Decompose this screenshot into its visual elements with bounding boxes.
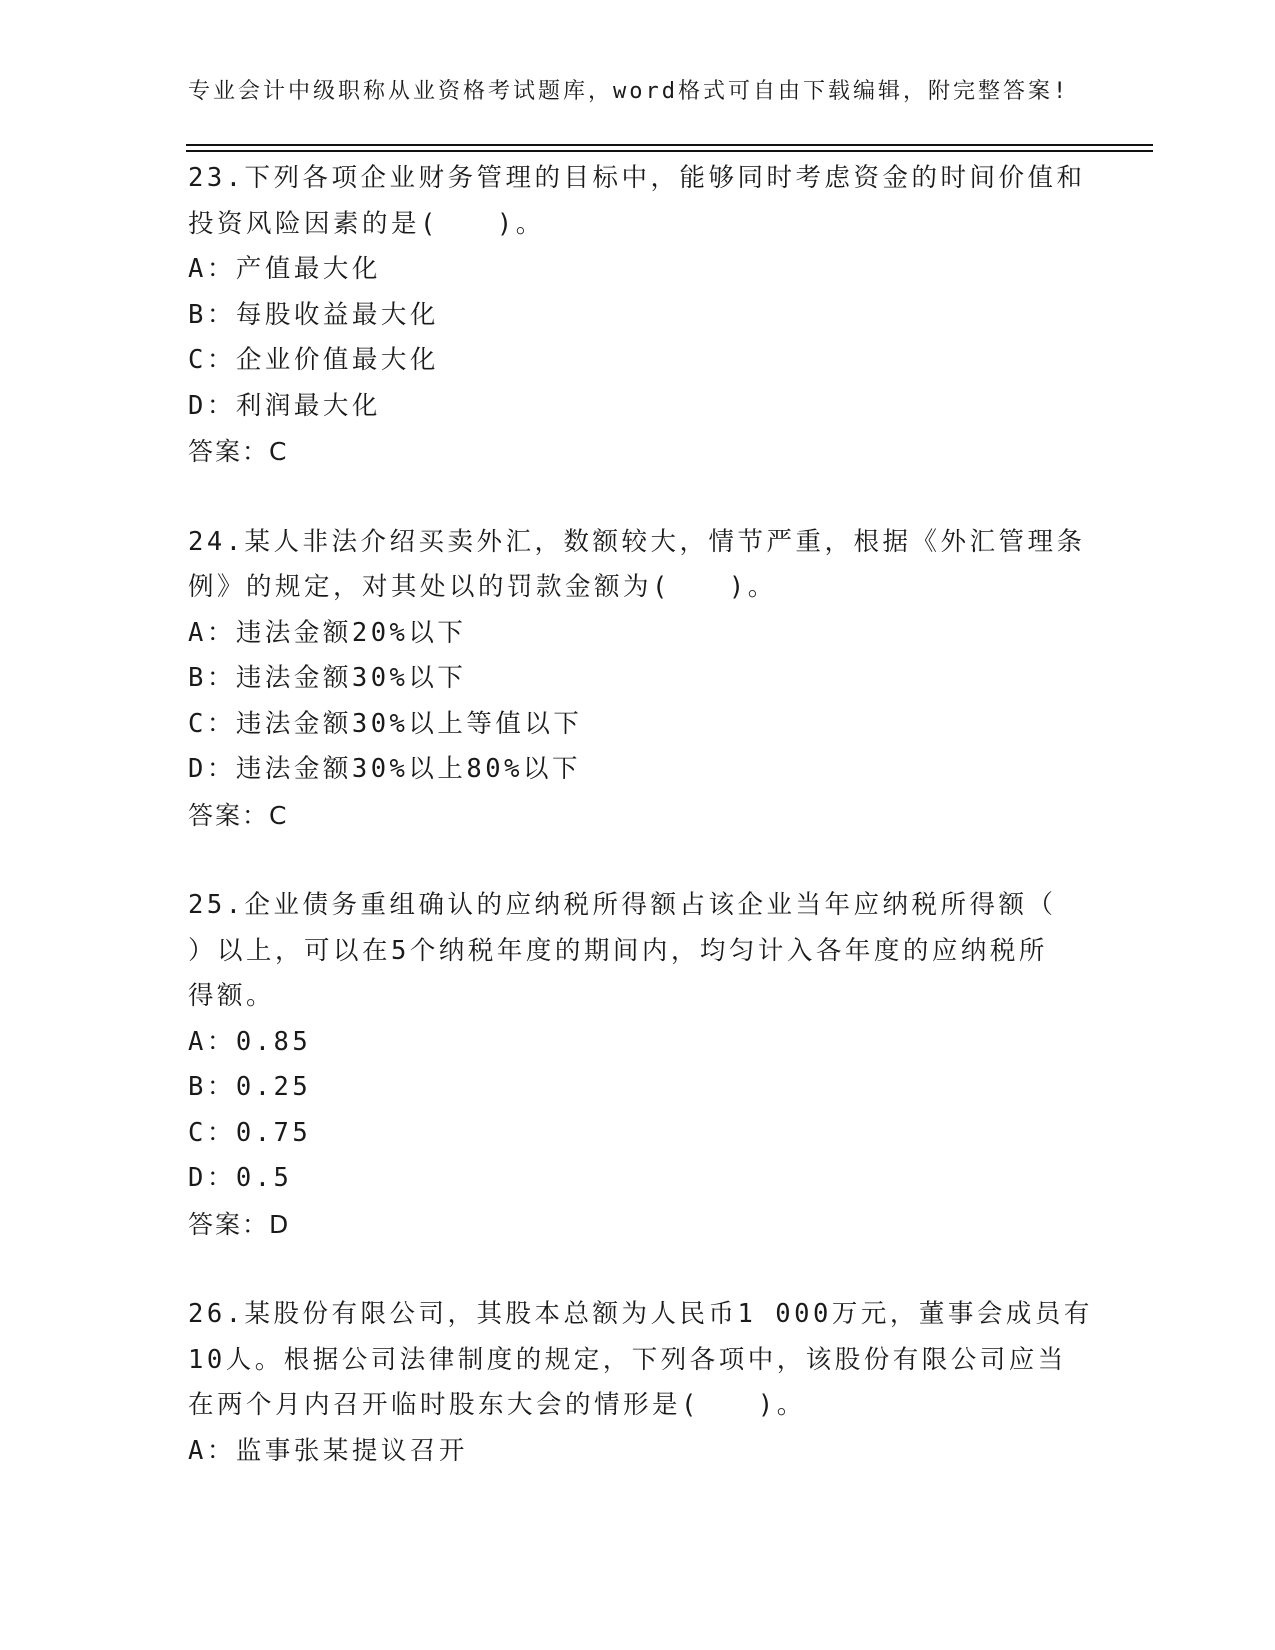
question-stem-line: 10人。根据公司法律制度的规定，下列各项中，该股份有限公司应当 (188, 1344, 1067, 1375)
answer-line: 答案：C (188, 437, 289, 466)
question-23 (188, 156, 1088, 475)
question-stem-line: 23.下列各项企业财务管理的目标中，能够同时考虑资金的时间价值和 (188, 163, 1086, 193)
option-b: B：0.25 (188, 1072, 312, 1102)
question-25 (188, 883, 1088, 1247)
option-d: D：违法金额30%以上80%以下 (188, 754, 581, 784)
option-d: D：利润最大化 (188, 390, 381, 421)
question-24 (188, 520, 1088, 839)
question-list (188, 156, 1093, 1519)
option-c: C：0.75 (188, 1117, 312, 1148)
header-divider (186, 144, 1153, 146)
option-b: B：每股收益最大化 (188, 299, 439, 330)
answer-line: 答案：C (188, 800, 289, 830)
option-b: B：违法金额30%以下 (188, 663, 467, 693)
question-stem-line: ）以上，可以在5个纳税年度的期间内，均匀计入各年度的应纳税所 (188, 935, 1048, 966)
header-divider-second (186, 150, 1153, 152)
answer-line: 答案：D (188, 1209, 291, 1239)
question-stem-line: 26.某股份有限公司，其股本总额为人民币1 000万元，董事会成员有 (188, 1299, 1093, 1329)
question-stem-line: 投资风险因素的是( )。 (188, 208, 545, 239)
question-stem-line: 24.某人非法介绍买卖外汇，数额较大，情节严重，根据《外汇管理条 (188, 526, 1086, 557)
option-a: A：产值最大化 (188, 254, 381, 284)
option-a: A：违法金额20%以下 (188, 617, 467, 648)
option-d: D：0.5 (188, 1163, 293, 1193)
option-c: C：企业价值最大化 (188, 345, 439, 375)
page-header: 专业会计中级职称从业资格考试题库，word格式可自由下载编辑，附完整答案! (188, 79, 1070, 104)
question-26 (188, 1292, 1093, 1474)
option-a: A：监事张某提议召开 (188, 1435, 468, 1466)
question-stem-line: 例》的规定，对其处以的罚款金额为( )。 (188, 572, 777, 602)
option-a: A：0.85 (188, 1026, 312, 1057)
question-stem-line: 在两个月内召开临时股东大会的情形是( )。 (188, 1390, 806, 1420)
question-stem-line: 25.企业债务重组确认的应纳税所得额占该企业当年应纳税所得额（ (188, 890, 1057, 920)
option-c: C：违法金额30%以上等值以下 (188, 708, 583, 739)
question-stem-line: 得额。 (188, 981, 276, 1011)
